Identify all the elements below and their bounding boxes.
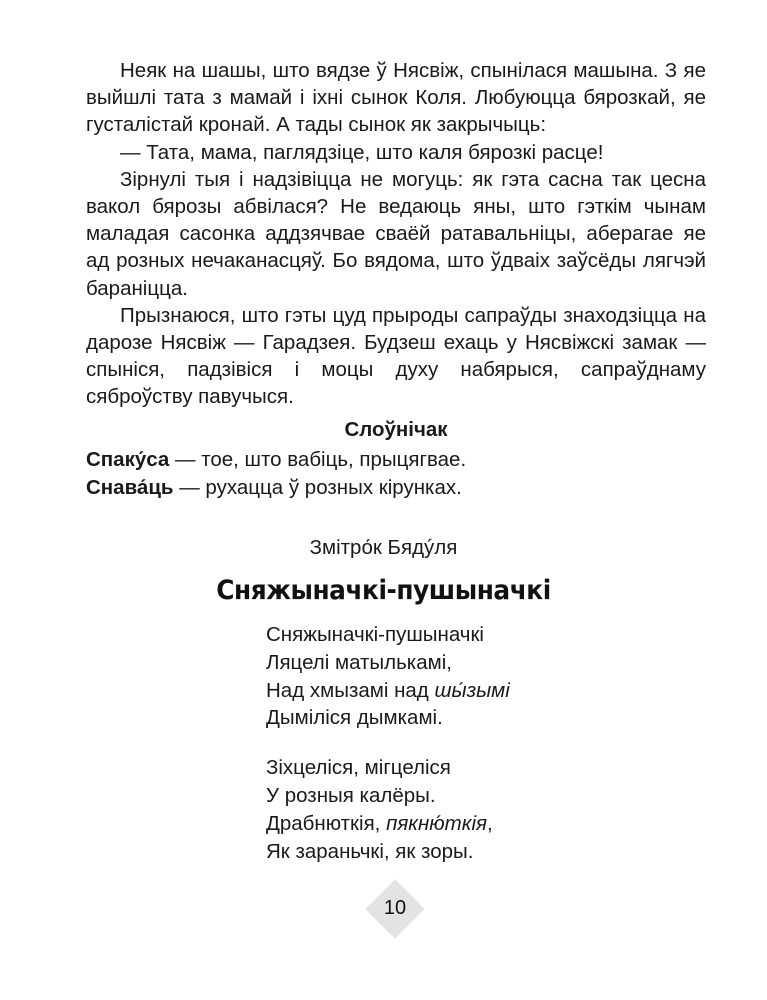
poem-body [266, 621, 510, 865]
poem-glossed-word: пякню́ткія [386, 811, 487, 835]
vocabulary-list [86, 446, 466, 501]
story-paragraph-3: Зірнулі тыя і надзівіцца не могуць: як гэта сасна так цесна вакол бярозы абвілася? Не ведаюць яны, што гэткім чынам маладая сасонка аддзячвае сваёй ратавальніцы, аберагае яе ад розных нечаканасцяў. Бо вядома, што ўдваіх заўсёды лягчэй бараніцца. [86, 167, 706, 300]
vocabulary-definition: — рухацца ў розных кірунках. [173, 475, 462, 499]
poem-line [266, 677, 510, 705]
vocabulary-entry [86, 446, 466, 474]
poem-stanza-1 [266, 621, 510, 732]
story-text [86, 57, 706, 411]
poem-line-text: Драбнюткія, [266, 811, 387, 835]
poem-line: Зіхцеліся, мігцеліся [266, 756, 451, 780]
story-paragraph-1: Неяк на шашы, што вядзе ў Нясвіж, спынілася машына. З яе выйшлі тата з мамай і іхні сынок Коля. Любуюцца бярозкай, яе густалістай кронай. А тады сынок як закрычыць: [86, 59, 706, 137]
poem-line: У розныя калёры. [266, 783, 436, 807]
poem-line: Як зараньчкі, як зоры. [266, 839, 474, 863]
poem-line: Дыміліся дымкамі. [266, 706, 443, 730]
poem-line: Сняжыначкі-пушыначкі [266, 623, 484, 646]
page-number: 10 [383, 897, 407, 919]
poem-line [266, 810, 510, 838]
vocabulary-term: Снава́ць [86, 475, 174, 499]
vocabulary-title: Слоўнічак [344, 418, 448, 441]
vocabulary-entry [86, 474, 466, 502]
page-number-badge [366, 884, 424, 934]
poem-line-text: Над хмызамі над [266, 678, 435, 702]
poem-title: Сняжыначкі-пушыначкі [216, 575, 551, 606]
vocabulary-definition: — тое, што вабіць, прыцягвае. [169, 448, 467, 471]
poem-glossed-word: шы́зымі [434, 678, 510, 702]
poem-author: Змітро́к Бядýля [309, 536, 458, 559]
vocabulary-term: Спаку́са [86, 448, 170, 471]
poem-line-text: , [486, 811, 493, 835]
story-paragraph-4: Прызнаюся, што гэты цуд прыроды сапраўды знаходзіцца на дарозе Нясвіж — Гарадзея. Будзеш ехаць у Нясвіжскі замак — спыніся, падзівіся і моцы духу набярыся, сапраўднаму сяброўству павучыся. [86, 303, 706, 409]
poem-stanza-2 [266, 754, 510, 865]
story-paragraph-2: — Тата, мама, паглядзіце, што каля бярозкі расце! [120, 140, 604, 164]
poem-line: Ляцелі матылькамі, [266, 650, 452, 674]
